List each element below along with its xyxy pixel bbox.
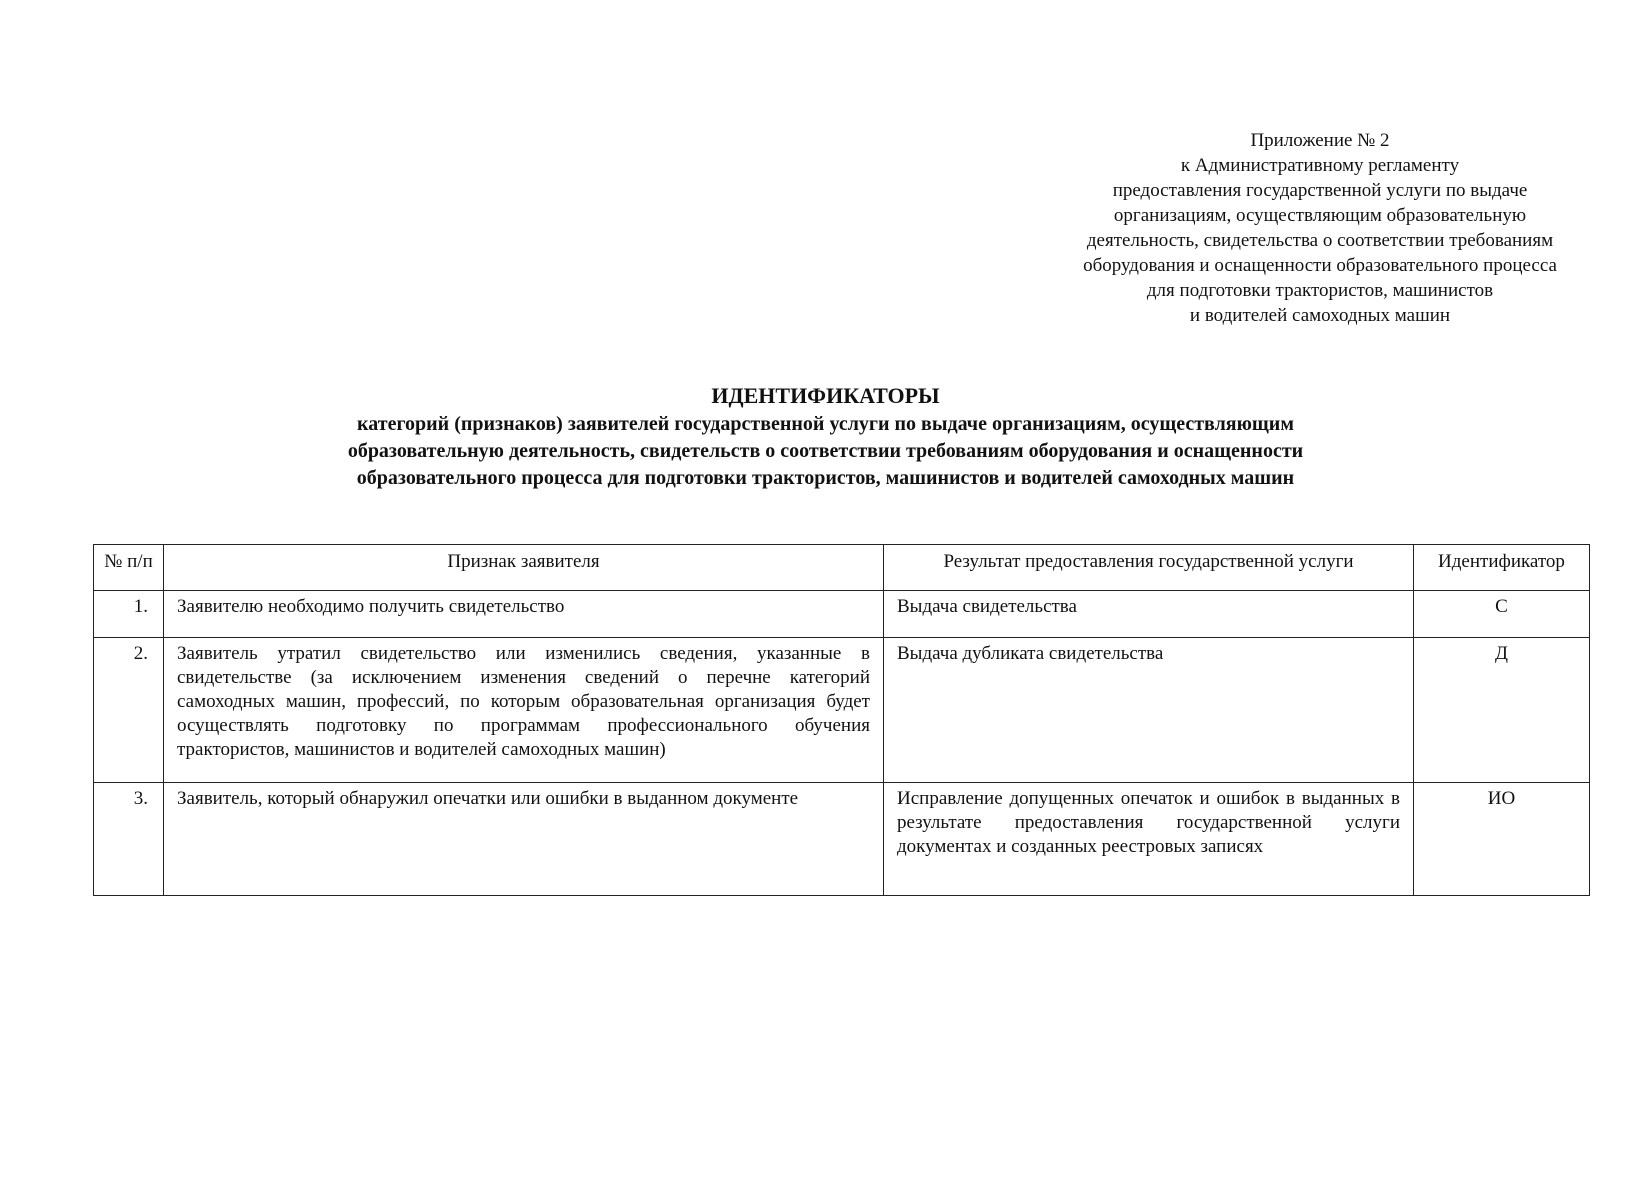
row-number: 2. [94,638,164,783]
appendix-line: организациям, осуществляющим образовательную [1113,205,1527,226]
row-identifier: ИО [1414,783,1590,896]
row-identifier: Д [1414,638,1590,783]
table-row [94,783,1590,896]
row-number: 1. [94,591,164,638]
appendix-line: деятельность, свидетельства о соответствии требованиям [1086,230,1554,251]
appendix-line: предоставления государственной услуги по выдаче [1112,180,1528,201]
row-applicant-sign: Заявителю необходимо получить свидетельство [164,591,884,638]
header-applicant-sign: Признак заявителя [164,545,884,591]
row-service-result: Выдача дубликата свидетельства [884,638,1414,783]
row-applicant-sign: Заявитель, который обнаружил опечатки или ошибки в выданном документе [164,783,884,896]
document-subtitle-line: образовательного процесса для подготовки трактористов, машинистов и водителей самоходных машин [356,467,1295,489]
appendix-line: для подготовки трактористов, машинистов [1146,280,1494,301]
appendix-line: и водителей самоходных машин [1189,305,1451,326]
header-number: № п/п [94,545,164,591]
table-row [94,591,1590,638]
header-service-result: Результат предоставления государственной услуги [884,545,1414,591]
row-service-result: Исправление допущенных опечаток и ошибок в выданных в результате предоставления государственной услуги документах и созданных реестровых записях [884,783,1414,896]
table-row [94,638,1590,783]
appendix-line: Приложение № 2 [1250,130,1390,151]
row-applicant-sign: Заявитель утратил свидетельство или изменились сведения, указанные в свидетельстве (за исключением изменения сведений о перечне категорий самоходных машин, профессий, по которым образовательная организация будет осуществлять подготовку по программам профессионального обучения трактористов, машинистов и водителей самоходных машин) [164,638,884,783]
document-heading [60,382,1591,492]
appendix-line: к Административному регламенту [1180,155,1460,176]
document-title: ИДЕНТИФИКАТОРЫ [711,383,940,408]
row-identifier: С [1414,591,1590,638]
appendix-caption [1040,128,1600,328]
document-subtitle-line: образовательную деятельность, свидетельств о соответствии требованиям оборудования и оснащенности [347,440,1304,462]
row-service-result: Выдача свидетельства [884,591,1414,638]
document-subtitle-line: категорий (признаков) заявителей государственной услуги по выдаче организациям, осуществляющим [357,413,1294,435]
appendix-line: оборудования и оснащенности образовательного процесса [1083,255,1557,276]
identifiers-table [93,544,1590,896]
header-identifier: Идентификатор [1414,545,1590,591]
table-header-row [94,545,1590,591]
row-number: 3. [94,783,164,896]
